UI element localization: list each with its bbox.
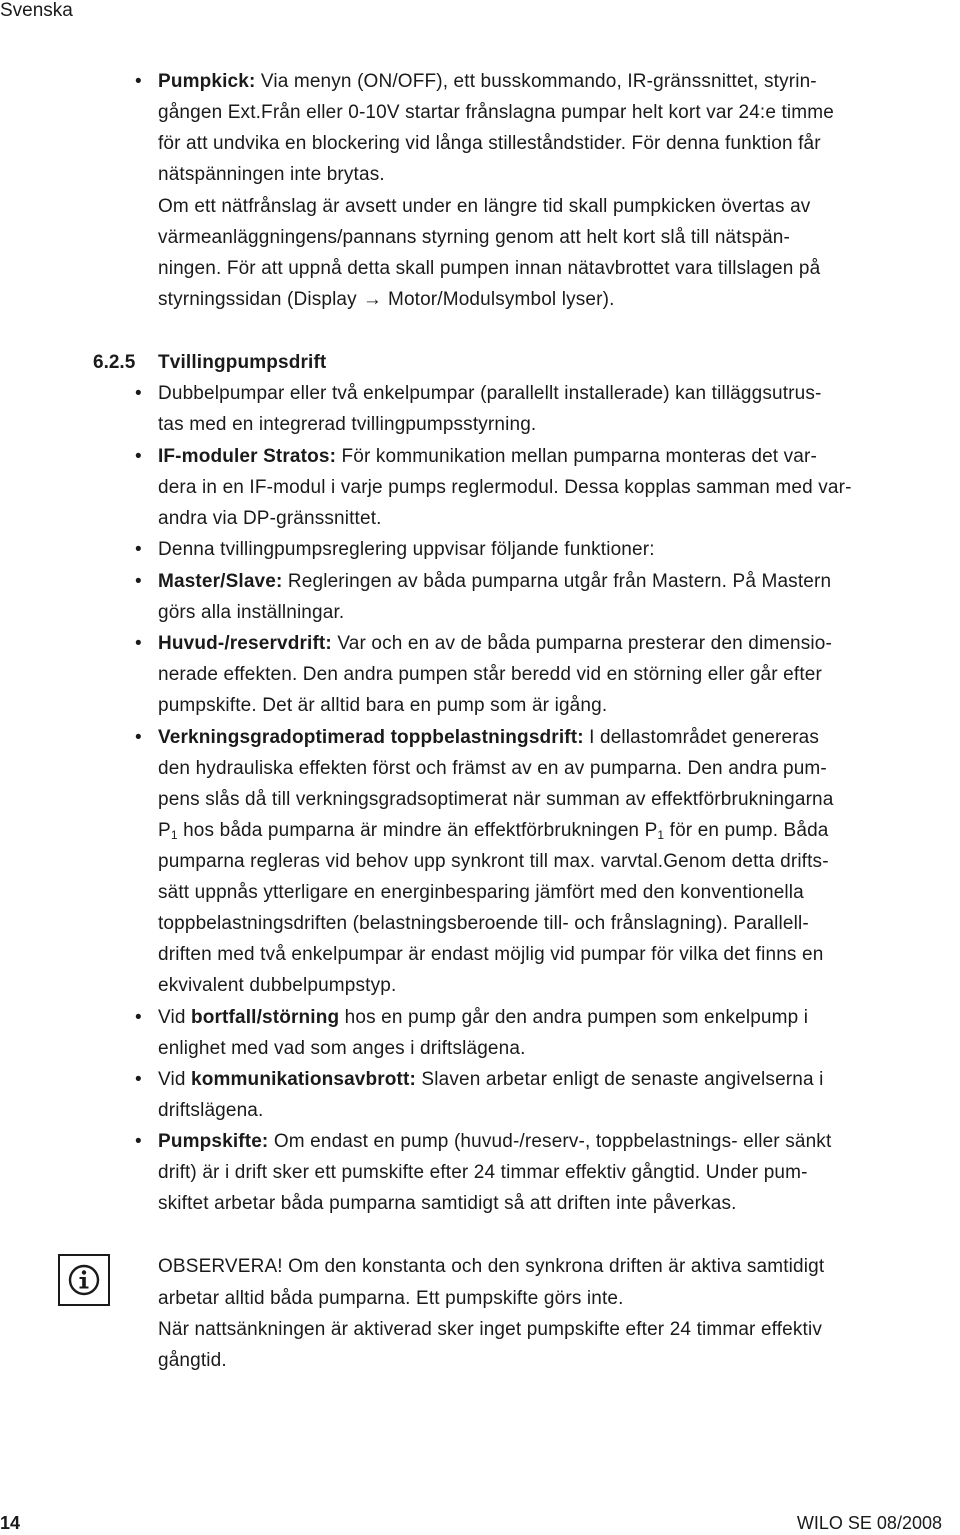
vid1-term: bortfall/störning <box>191 1007 340 1028</box>
huvud-term: Huvud-/reservdrift: <box>158 633 332 654</box>
pumpkick-line-7: ningen. För att uppnå detta skall pumpen innan nätavbrottet vara tillslagen på <box>158 258 821 279</box>
verk-subscript: 1 <box>170 828 178 842</box>
skifte-line-1 <box>158 1130 831 1154</box>
language-label: Svenska <box>0 0 73 21</box>
vid2-line-1 <box>158 1068 824 1092</box>
verk-line-4 <box>158 819 829 847</box>
vid2-text: Vid <box>158 1069 191 1090</box>
verk-subscript: 1 <box>657 828 665 842</box>
pumpkick-text: Via menyn (ON/OFF), ett busskommando, IR-gränssnittet, styrin- <box>255 71 817 92</box>
page-number: 14 <box>0 1513 21 1533</box>
pumpkick-text: Motor/Modulsymbol lyser). <box>387 289 615 310</box>
note-line-4: gångtid. <box>158 1350 227 1371</box>
note-line-3: När nattsänkningen är aktiverad sker inget pumpskifte efter 24 timmar effektiv <box>158 1319 822 1340</box>
if-line-1 <box>158 445 817 469</box>
verk-line-5: pumparna regleras vid behov upp synkront till max. varvtal.Genom detta drifts- <box>158 851 829 872</box>
verk-line-3: pens slås då till verkningsgradsoptimerat när summan av effektförbrukningarna <box>158 789 834 810</box>
pumpkick-text: styrningssidan (Display <box>158 289 357 310</box>
bullet: • <box>135 71 142 92</box>
verk-term: Verkningsgradoptimerad toppbelastningsdrift: <box>158 727 584 748</box>
verk-line-7: toppbelastningsdriften (belastningsberoende till- och frånslagning). Parallell- <box>158 913 809 934</box>
if-text: För kommunikation mellan pumparna monteras det var- <box>336 446 817 467</box>
bullet: • <box>135 383 142 404</box>
bullet: • <box>135 1007 142 1028</box>
vid2-text: Slaven arbetar enligt de senaste angivelserna i <box>416 1069 824 1090</box>
vid1-text: Vid <box>158 1007 191 1028</box>
master-term: Master/Slave: <box>158 571 283 592</box>
master-line-1 <box>158 570 831 594</box>
arrow-right-icon: → <box>362 289 382 310</box>
dubbel-line-1: Dubbelpumpar eller två enkelpumpar (parallellt installerade) kan tilläggsutrus- <box>158 383 822 404</box>
pumpkick-line-6: värmeanläggningens/pannans styrning genom att helt kort slå till nätspän- <box>158 227 790 248</box>
skifte-line-3: skiftet arbetar båda pumparna samtidigt så att driften inte påverkas. <box>158 1193 737 1214</box>
verk-line-9: ekvivalent dubbelpumpstyp. <box>158 975 397 996</box>
denna-line: Denna tvillingpumpsreglering uppvisar följande funktioner: <box>158 539 655 560</box>
verk-text: hos båda pumparna är mindre än effektförbrukningen P <box>177 820 658 841</box>
huvud-line-2: nerade effekten. Den andra pumpen står beredd vid en störning eller går efter <box>158 664 822 685</box>
bullet: • <box>135 446 142 467</box>
skifte-term: Pumpskifte: <box>158 1131 269 1152</box>
vid1-line-1 <box>158 1006 808 1030</box>
vid1-text: hos en pump går den andra pumpen som enkelpump i <box>339 1007 809 1028</box>
bullet: • <box>135 1069 142 1090</box>
if-line-3: andra via DP-gränssnittet. <box>158 508 382 529</box>
pumpkick-line-8 <box>158 288 615 312</box>
master-text: Regleringen av båda pumparna utgår från Mastern. På Mastern <box>282 571 832 592</box>
verk-line-1 <box>158 726 819 750</box>
verk-line-8: driften med två enkelpumpar är endast möjlig vid pumpar för vilka det finns en <box>158 944 824 965</box>
huvud-line-1 <box>158 632 832 656</box>
bullet: • <box>135 1131 142 1152</box>
vid1-line-2: enlighet med vad som anges i driftslägena. <box>158 1038 526 1059</box>
verk-line-2: den hydrauliska effekten först och främst av en av pumparna. Den andra pum- <box>158 758 827 779</box>
skifte-line-2: drift) är i drift sker ett pumskifte efter 24 timmar effektiv gångtid. Under pum- <box>158 1162 808 1183</box>
pumpkick-line-5: Om ett nätfrånslag är avsett under en längre tid skall pumpkicken övertas av <box>158 196 811 217</box>
verk-text: I dellastområdet genereras <box>583 727 820 748</box>
pumpkick-line-3: för att undvika en blockering vid långa stilleståndstider. För denna funktion får <box>158 133 821 154</box>
bullet: • <box>135 633 142 654</box>
pumpkick-line-4: nätspänningen inte brytas. <box>158 164 385 185</box>
dubbel-line-2: tas med en integrerad tvillingpumpsstyrning. <box>158 414 537 435</box>
bullet: • <box>135 727 142 748</box>
note-line-2: arbetar alltid båda pumparna. Ett pumpskifte görs inte. <box>158 1288 624 1309</box>
pumpkick-term: Pumpkick: <box>158 71 256 92</box>
footer-brand: WILO SE 08/2008 <box>796 1513 942 1533</box>
pumpkick-line-2: gången Ext.Från eller 0-10V startar frånslagna pumpar helt kort var 24:e timme <box>158 102 834 123</box>
verk-text: för en pump. Båda <box>664 820 829 841</box>
bullet: • <box>135 571 142 592</box>
verk-line-6: sätt uppnås ytterligare en energinbesparing jämfört med den konventionella <box>158 882 804 903</box>
pumpkick-line-1 <box>158 70 817 94</box>
section-title: Tvillingpumpsdrift <box>158 352 327 373</box>
section-number: 6.2.5 <box>93 352 136 373</box>
vid2-term: kommunikationsavbrott: <box>191 1069 416 1090</box>
if-term: IF-moduler Stratos: <box>158 446 337 467</box>
verk-text: P <box>158 820 171 841</box>
if-line-2: dera in en IF-modul i varje pumps reglermodul. Dessa kopplas samman med var- <box>158 477 852 498</box>
huvud-line-3: pumpskifte. Det är alltid bara en pump som är igång. <box>158 695 608 716</box>
skifte-text: Om endast en pump (huvud-/reserv-, toppbelastnings- eller sänkt <box>268 1131 832 1152</box>
info-icon <box>58 1254 110 1306</box>
master-line-2: görs alla inställningar. <box>158 602 345 623</box>
bullet: • <box>135 539 142 560</box>
huvud-text: Var och en av de båda pumparna presterar den dimensio- <box>331 633 832 654</box>
vid2-line-2: driftslägena. <box>158 1100 264 1121</box>
note-line-1: OBSERVERA! Om den konstanta och den synkrona driften är aktiva samtidigt <box>158 1256 825 1277</box>
